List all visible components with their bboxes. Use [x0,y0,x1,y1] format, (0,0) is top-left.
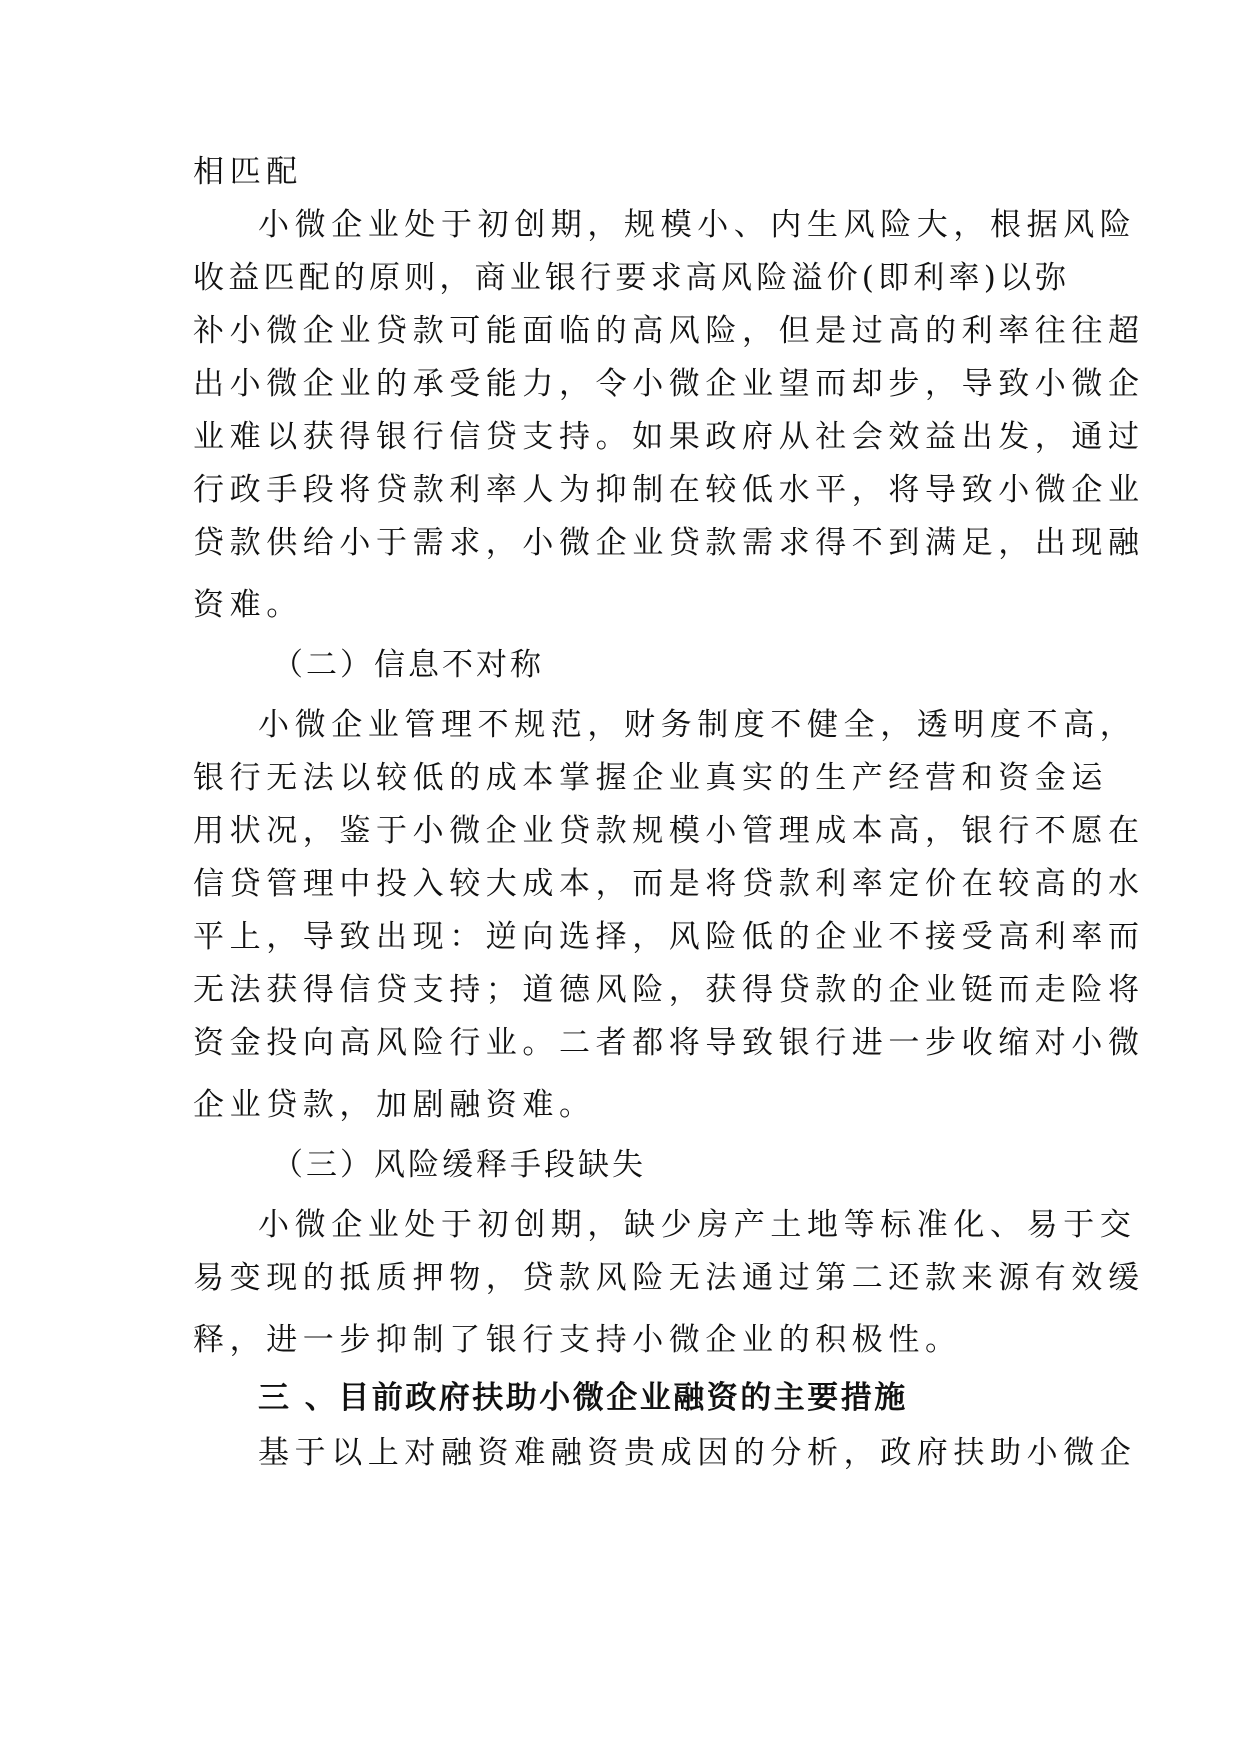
subsection-heading: （三）风险缓释手段缺失 [272,1147,646,1183]
text-line: 用状况，鉴于小微企业贷款规模小管理成本高，银行不愿在 [193,813,1145,849]
text-line: 资难。 [193,587,303,623]
paragraph-first-line: 基于以上对融资难融资贵成因的分析，政府扶助小微企 [258,1435,1137,1471]
text-line: 行政手段将贷款利率人为抑制在较低水平，将导致小微企业 [193,472,1145,508]
text-line: 相匹配 [193,154,303,190]
text-line: 易变现的抵质押物，贷款风险无法通过第二还款来源有效缓 [193,1260,1145,1296]
text-line: 银行无法以较低的成本掌握企业真实的生产经营和资金运 [193,760,1108,796]
paragraph-first-line: 小微企业管理不规范，财务制度不健全，透明度不高， [258,707,1137,743]
text-line: 释，进一步抑制了银行支持小微企业的积极性。 [193,1322,962,1358]
paragraph-first-line: 小微企业处于初创期，缺少房产土地等标准化、易于交 [258,1207,1137,1243]
text-line: 平上，导致出现：逆向选择，风险低的企业不接受高利率而 [193,919,1145,955]
paragraph-first-line: 小微企业处于初创期，规模小、内生风险大，根据风险 [258,207,1137,243]
subsection-heading: （二）信息不对称 [272,647,544,683]
text-line: 补小微企业贷款可能面临的高风险，但是过高的利率往往超 [193,313,1145,349]
text-line: 收益匹配的原则，商业银行要求高风险溢价(即利率)以弥 [193,260,1071,296]
text-line: 资金投向高风险行业。二者都将导致银行进一步收缩对小微 [193,1025,1145,1061]
text-line: 无法获得信贷支持；道德风险，获得贷款的企业铤而走险将 [193,972,1145,1008]
section-heading: 三 、目前政府扶助小微企业融资的主要措施 [258,1380,908,1416]
text-line: 企业贷款，加剧融资难。 [193,1087,596,1123]
text-line: 贷款供给小于需求，小微企业贷款需求得不到满足，出现融 [193,525,1145,561]
text-line: 业难以获得银行信贷支持。如果政府从社会效益出发，通过 [193,419,1145,455]
text-line: 出小微企业的承受能力，令小微企业望而却步，导致小微企 [193,366,1145,402]
text-line: 信贷管理中投入较大成本，而是将贷款利率定价在较高的水 [193,866,1145,902]
